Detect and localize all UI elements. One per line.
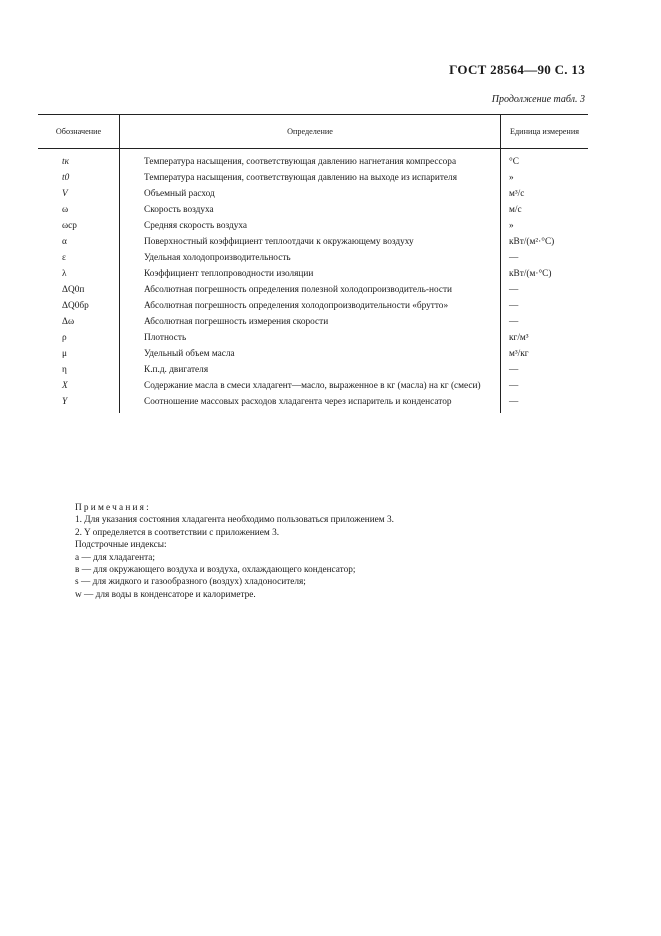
table-row [38, 173, 588, 189]
subscript-item: w — для воды в конденсаторе и калориметре. [75, 589, 256, 600]
definition-cell: Температура насыщения, соответствующая давлению нагнетания компрессора [120, 149, 501, 174]
table-row [38, 349, 588, 365]
unit-cell: — [509, 317, 519, 327]
subscript-item: а — для хладагента; [75, 552, 155, 563]
definitions-table [38, 114, 588, 413]
unit-cell: » [509, 221, 514, 231]
table-row [38, 381, 588, 397]
page-header: ГОСТ 28564—90 С. 13 [449, 62, 585, 77]
note-item: 2. Y определяется в соответствии с приложением 3. [75, 527, 280, 538]
symbol-cell: η [38, 365, 120, 381]
definition-cell: Поверхностный коэффициент теплоотдачи к окружающему воздуху [120, 237, 501, 253]
unit-cell: — [509, 381, 519, 391]
unit-cell: — [509, 365, 519, 375]
symbol-cell: ρ [38, 333, 120, 349]
subscripts-title: Подстрочные индексы: [75, 540, 167, 551]
definition-cell: Абсолютная погрешность измерения скорости [120, 317, 501, 333]
table-row [38, 149, 588, 174]
definition-cell: Удельный объем масла [120, 349, 501, 365]
table-row [38, 301, 588, 317]
definition-cell: К.п.д. двигателя [120, 365, 501, 381]
definition-cell: Удельная холодопроизводительность [120, 253, 501, 269]
table-row [38, 221, 588, 237]
symbol-cell: Y [38, 397, 120, 413]
header-definition: Определение [120, 115, 501, 149]
unit-cell: кВт/(м·°С) [509, 269, 552, 279]
table-header-row [38, 115, 588, 149]
definition-cell: Скорость воздуха [120, 205, 501, 221]
table-row [38, 365, 588, 381]
subscript-item: в — для окружающего воздуха и воздуха, охлаждающего конденсатор; [75, 565, 356, 576]
table-row [38, 205, 588, 221]
symbol-cell: μ [38, 349, 120, 365]
symbol-cell: λ [38, 269, 120, 285]
table-row [38, 397, 588, 413]
definition-cell: Коэффициент теплопроводности изоляции [120, 269, 501, 285]
unit-cell: — [509, 285, 519, 295]
definition-cell: Плотность [120, 333, 501, 349]
unit-cell: м³/кг [509, 349, 529, 359]
table-row [38, 269, 588, 285]
unit-cell: кВт/(м²·°С) [509, 237, 555, 247]
definition-cell: Абсолютная погрешность определения холодопроизводительности «брутто» [120, 301, 501, 317]
header-unit: Единица измерения [501, 115, 589, 149]
symbol-cell: ωср [38, 221, 120, 237]
notes-title: Примечания: [75, 503, 151, 513]
definition-cell: Температура насыщения, соответствующая давлению на выходе из испарителя [120, 173, 501, 189]
header-symbol: Обозначение [38, 115, 120, 149]
unit-cell: — [509, 253, 519, 263]
notes-section [75, 502, 585, 601]
table-row [38, 317, 588, 333]
table-row [38, 253, 588, 269]
symbol-cell: tк [38, 149, 120, 174]
unit-cell: — [509, 397, 519, 407]
symbol-cell: X [38, 381, 120, 397]
symbol-cell: ε [38, 253, 120, 269]
note-item: 1. Для указания состояния хладагента необходимо пользоваться приложением 3. [75, 515, 394, 526]
symbol-cell: ω [38, 205, 120, 221]
table-row [38, 333, 588, 349]
symbol-cell: Δω [38, 317, 120, 333]
definition-cell: Абсолютная погрешность определения полезной холодопроизводитель-ности [120, 285, 501, 301]
table-continuation-label: Продолжение табл. 3 [491, 94, 585, 105]
symbol-cell: t0 [38, 173, 120, 189]
symbol-cell: α [38, 237, 120, 253]
table-row [38, 189, 588, 205]
table-row [38, 285, 588, 301]
symbol-cell: ΔQ0п [38, 285, 120, 301]
unit-cell: кг/м³ [509, 333, 529, 343]
symbol-cell: ΔQ0бр [38, 301, 120, 317]
unit-cell: °С [509, 157, 519, 167]
definition-cell: Объемный расход [120, 189, 501, 205]
definition-cell: Содержание масла в смеси хладагент—масло, выраженное в кг (масла) на кг (смеси) [120, 381, 501, 397]
unit-cell: м/с [509, 205, 522, 215]
definition-cell: Соотношение массовых расходов хладагента через испаритель и конденсатор [120, 397, 501, 413]
definition-cell: Средняя скорость воздуха [120, 221, 501, 237]
table-row [38, 237, 588, 253]
unit-cell: » [509, 173, 514, 183]
unit-cell: м³/с [509, 189, 525, 199]
unit-cell: — [509, 301, 519, 311]
symbol-cell: V [38, 189, 120, 205]
subscript-item: s — для жидкого и газообразного (воздух) хладоносителя; [75, 577, 306, 588]
